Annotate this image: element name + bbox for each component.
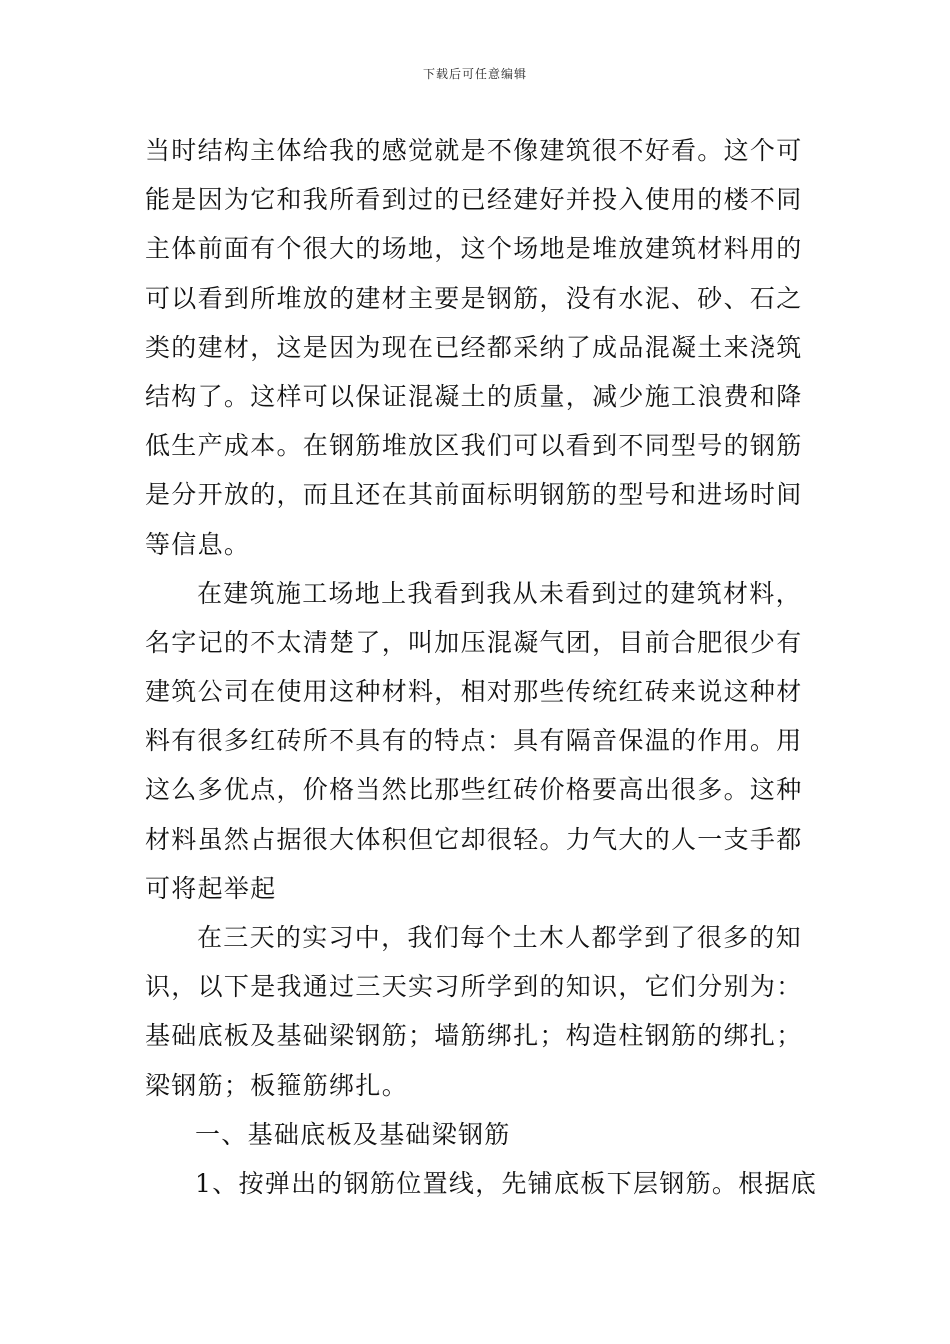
text-line-1: 当时结构主体给我的感觉就是不像建筑很不好看。这个可	[145, 136, 803, 165]
text-line-22: 1、按弹出的钢筋位置线，先铺底板下层钢筋。根据底	[195, 1168, 818, 1198]
text-line-6: 结构了。这样可以保证混凝土的质量，减少施工浪费和降	[145, 381, 803, 411]
text-line-5: 类的建材，这是因为现在已经都采纳了成品混凝土来浇筑	[145, 332, 803, 362]
text-line-14: 这么多优点，价格当然比那些红砖价格要高出很多。这种	[145, 775, 803, 805]
text-line-19: 基础底板及基础梁钢筋；墙筋绑扎；构造柱钢筋的绑扎；	[145, 1021, 803, 1051]
document-body	[145, 126, 818, 1208]
text-line-15: 材料虽然占据很大体积但它却很轻。力气大的人一支手都	[145, 824, 803, 854]
text-line-17: 在三天的实习中，我们每个土木人都学到了很多的知	[197, 923, 802, 952]
text-line-18: 识，以下是我通过三天实习所学到的知识，它们分别为：	[145, 972, 803, 1002]
text-line-3: 主体前面有个很大的场地，这个场地是堆放建筑材料用的	[145, 234, 803, 264]
text-line-11: 名字记的不太清楚了，叫加压混凝气团，目前合肥很少有	[145, 627, 803, 657]
section-heading: 一、基础底板及基础梁钢筋	[195, 1119, 511, 1149]
text-line-13: 料有很多红砖所不具有的特点：具有隔音保温的作用。用	[145, 726, 803, 756]
text-line-12: 建筑公司在使用这种材料，相对那些传统红砖来说这种材	[145, 677, 803, 707]
text-line-10: 在建筑施工场地上我看到我从未看到过的建筑材料，	[197, 578, 802, 608]
page-header: 下载后可任意编辑	[422, 67, 527, 81]
text-line-8: 是分开放的，而且还在其前面标明钢筋的型号和进场时间	[145, 480, 803, 510]
text-line-4: 可以看到所堆放的建材主要是钢筋，没有水泥、砂、石之	[145, 283, 803, 313]
text-line-20: 梁钢筋；板箍筋绑扎。	[145, 1070, 409, 1100]
text-line-2: 能是因为它和我所看到过的已经建好并投入使用的楼不同	[145, 185, 803, 215]
text-line-7: 低生产成本。在钢筋堆放区我们可以看到不同型号的钢筋	[145, 431, 803, 461]
text-line-9: 等信息。	[145, 529, 251, 559]
text-line-16: 可将起举起	[145, 873, 277, 903]
